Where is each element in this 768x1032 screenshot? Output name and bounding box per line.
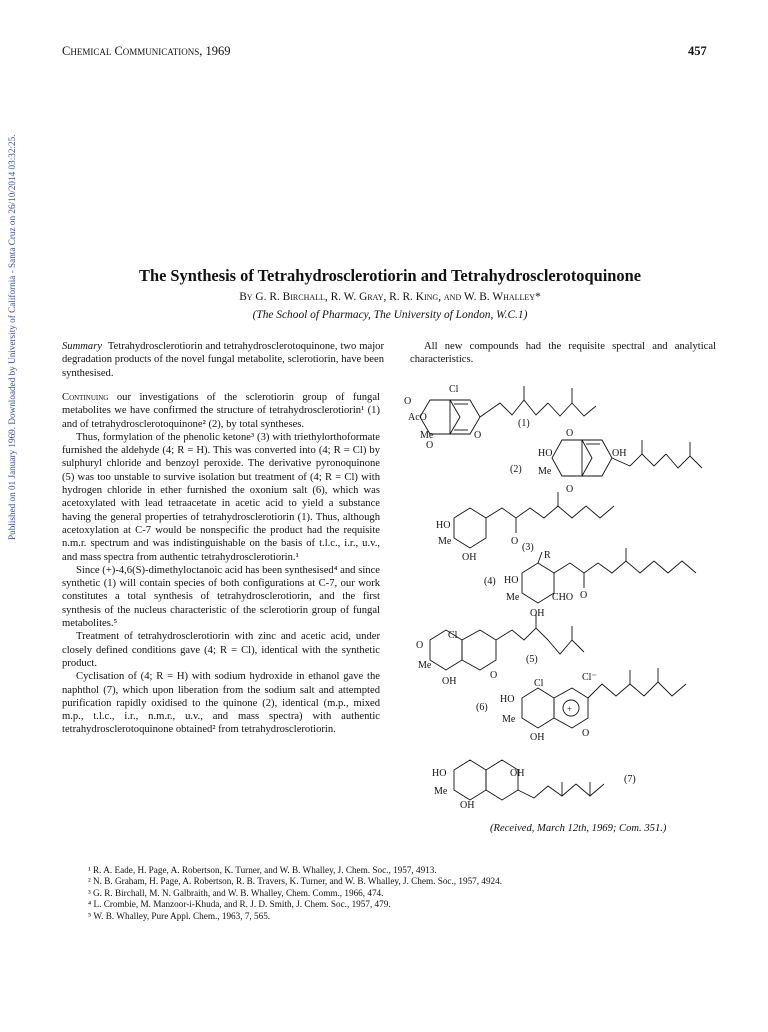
atom-label: Me xyxy=(434,786,448,797)
atom-label: O xyxy=(474,430,482,441)
structure-7 xyxy=(432,760,636,808)
atom-label: Me xyxy=(418,660,432,671)
atom-label: Cl xyxy=(449,384,459,395)
atom-label: Me xyxy=(506,592,520,603)
body-paragraph: Treatment of tetrahydrosclerotiorin with zinc and acetic acid, under closely defined conditions gave (4; R = Cl), identical with the synthetic product. xyxy=(62,631,380,669)
structure-label: (5) xyxy=(526,654,538,665)
reference-item: ⁵ W. B. Whalley, Pure Appl. Chem., 1963, 7, 565. xyxy=(88,910,271,921)
reference-item: ³ G. R. Birchall, M. N. Galbraith, and W. B. Whalley, Chem. Comm., 1966, 474. xyxy=(88,887,384,898)
atom-label: AcO xyxy=(408,412,427,423)
structure-3 xyxy=(436,492,614,563)
atom-label: Me xyxy=(502,714,516,725)
atom-label: Me xyxy=(438,536,452,547)
reference-item: ² N. B. Graham, H. Page, A. Robertson, R. B. Travers, K. Turner, and W. B. Whalley, J. Chem. Soc., 1957, 4924. xyxy=(88,876,503,887)
structure-6 xyxy=(476,668,686,743)
reference-item: ⁴ L. Crombie, M. Manzoor-i-Khuda, and R. J. D. Smith, J. Chem. Soc., 1957, 479. xyxy=(88,899,391,910)
journal-header: Chemical Communications, 1969 xyxy=(62,44,231,58)
received-line: (Received, March 12th, 1969; Com. 351.) xyxy=(490,823,667,834)
atom-label: Me xyxy=(420,430,434,441)
atom-label: Cl xyxy=(534,678,544,689)
summary-block xyxy=(62,340,384,380)
atom-label: OH xyxy=(612,448,627,459)
atom-label: O xyxy=(404,396,412,407)
atom-label: OH xyxy=(530,608,545,619)
atom-label: O xyxy=(566,428,574,439)
atom-label: HO xyxy=(538,448,553,459)
body-right-column xyxy=(410,340,716,367)
atom-label: OH xyxy=(462,552,477,563)
atom-label: O xyxy=(416,640,424,651)
body-paragraph: Cyclisation of (4; R = H) with sodium hydroxide in ethanol gave the naphthol (7), which upon liberation from the sodium salt and attempted purification rapidly oxidised to the quinone (2), identical (m.p., mixed m.p., t.l.c., i.r., n.m.r., u.v., and mass spectra) with authentic tetrahydrosclerotoquinone obtained² from tetrahydrosclerotiorin. xyxy=(62,671,380,736)
structure-label: (1) xyxy=(518,418,530,429)
atom-label: OH xyxy=(510,768,525,779)
atom-label: HO xyxy=(504,575,519,586)
atom-label: R xyxy=(544,550,551,561)
page-number: 457 xyxy=(688,44,707,58)
atom-label: O xyxy=(426,440,434,451)
body-left-column xyxy=(62,391,380,737)
structure-scheme xyxy=(402,378,732,808)
structure-2 xyxy=(510,428,702,495)
structure-5 xyxy=(416,614,584,687)
atom-label: O xyxy=(566,484,574,495)
summary-text: Tetrahydrosclerotiorin and tetrahydrosclerotoquinone, two major degradation products of the novel fungal metabolite, sclerotiorin, have been synthesised. xyxy=(62,341,385,379)
atom-label: Cl⁻ xyxy=(582,672,597,683)
atom-label: CHO xyxy=(552,592,574,603)
atom-label: O xyxy=(511,536,519,547)
download-side-note: Published on 01 January 1969. Downloaded by University of California - Santa Cruz on 26/10/2014 03:32:25. xyxy=(7,134,17,540)
body-paragraph: Thus, formylation of the phenolic ketone³ (3) with triethylorthoformate furnished the aldehyde (4; R = H). This was converted into (4; R = Cl) by sulphuryl chloride and benzoyl peroxide. The derivative pyronoquinone (5) was too unstable to survive isolation but treatment of (4; R = Cl) with hydrogen chloride in ether furnished the oxonium salt (6), which was acetoxylated with lead tetraacetate in acetic acid to yield a substance having the general properties of tetrahydrosclerotiorin (1). Thus, although acetoxylation at C-7 would be nonspecific the product had the requisite n.m.r. spectrum and was indistinguishable on the basis of t.l.c., i.r., u.v., and mass spectra from authentic tetrahydrosclerotiorin.¹ xyxy=(62,431,380,563)
atom-label: HO xyxy=(432,768,447,779)
atom-label: Cl xyxy=(448,630,458,641)
body-paragraph: All new compounds had the requisite spectral and analytical characteristics. xyxy=(410,341,716,366)
structure-4 xyxy=(484,548,696,619)
atom-label: OH xyxy=(442,676,457,687)
structure-label: (4) xyxy=(484,576,496,587)
article-title: The Synthesis of Tetrahydrosclerotiorin and Tetrahydrosclerotoquinone xyxy=(139,266,641,285)
summary-label: Summary xyxy=(62,341,103,352)
author-line: By G. R. Birchall, R. W. Gray, R. R. King, and W. B. Whalley* xyxy=(239,291,541,303)
atom-label: O xyxy=(582,728,590,739)
structure-label: (2) xyxy=(510,464,522,475)
structure-label: (7) xyxy=(624,774,636,785)
atom-label: HO xyxy=(500,694,515,705)
body-paragraph: Continuing our investigations of the sclerotiorin group of fungal metabolites we have confirmed the structure of tetrahydrosclerotiorin¹ (1) and of tetrahydrosclerotoquinone² (2), by total syntheses. xyxy=(62,392,380,430)
affiliation: (The School of Pharmacy, The University of London, W.C.1) xyxy=(252,309,528,321)
atom-label: Me xyxy=(538,466,552,477)
atom-label: HO xyxy=(436,520,451,531)
atom-label: O xyxy=(490,670,498,681)
atom-label: OH xyxy=(460,800,475,808)
structure-label: (3) xyxy=(522,542,534,553)
atom-label: + xyxy=(567,704,573,714)
atom-label: OH xyxy=(530,732,545,743)
atom-label: O xyxy=(580,590,588,601)
structure-label: (6) xyxy=(476,702,488,713)
reference-item: ¹ R. A. Eade, H. Page, A. Robertson, K. Turner, and W. B. Whalley, J. Chem. Soc., 1957, 4913. xyxy=(88,865,437,875)
lead-word: Continuing xyxy=(62,392,109,403)
references xyxy=(88,865,502,922)
body-paragraph: Since (+)-4,6(S)-dimethyloctanoic acid has been synthesised⁴ and since synthetic (1) will contain species of both configurations at C-7, our work constitutes a total synthesis of tetrahydrosclerotiorin, and the first synthesis of the nucleus characteristic of the sclerotiorin group of fungal metabolites.⁵ xyxy=(62,564,380,630)
structure-1 xyxy=(404,384,596,451)
